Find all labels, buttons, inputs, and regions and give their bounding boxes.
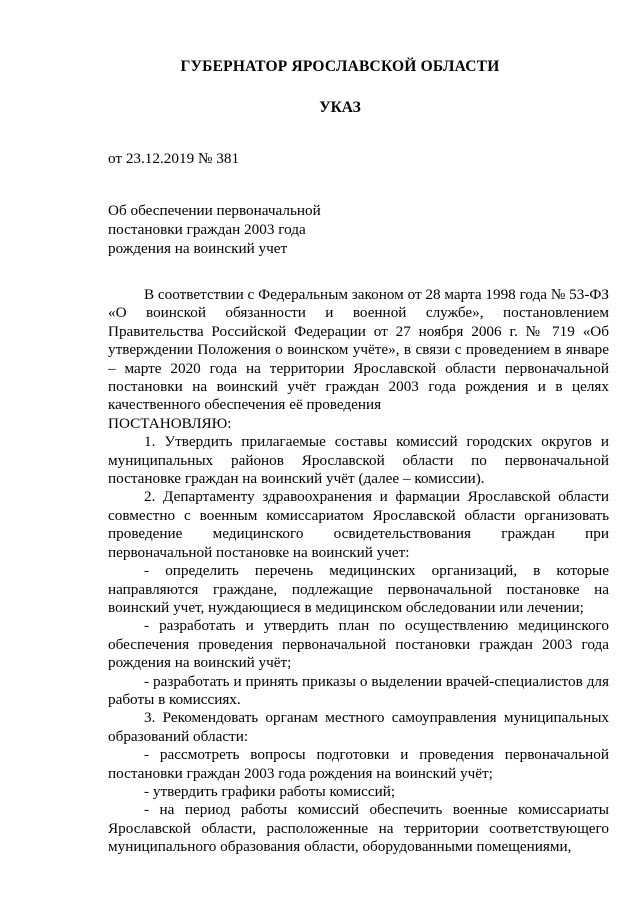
item-1-paragraph: 1. Утвердить прилагаемые составы комиссий городских округов и муниципальных районов Ярославской области по первоначальной постановке граждан на воинский учёт (далее – комиссии). <box>108 433 609 488</box>
document-title <box>108 201 321 258</box>
item-2-bullet: - разработать и утвердить план по осуществлению медицинского обеспечения проведения первоначальной постановки граждан 2003 года рождения на воинский учёт; <box>108 617 609 672</box>
item-2-bullet: - определить перечень медицинских организаций, в которые направляются граждане, подлежащие первоначальной постановке на воинский учет, нуждающиеся в медицинском обследовании или лечении; <box>108 562 609 616</box>
date-number-line: от 23.12.2019 № 381 <box>108 150 240 167</box>
document-body <box>108 286 609 857</box>
item-3-bullet: - утвердить графики работы комиссий; <box>144 782 396 800</box>
item-3-paragraph: 3. Рекомендовать органам местного самоуправления муниципальных образований области: <box>108 709 609 745</box>
item-2-bullet: - разработать и принять приказы о выделении врачей-специалистов для работы в комиссиях. <box>108 672 609 708</box>
item-3-bullet: - на период работы комиссий обеспечить военные комиссариаты Ярославской области, расположенные на территории соответствующего муниципального образования области, оборудованными помещениями, <box>108 801 609 856</box>
preamble-paragraph: В соответствии с Федеральным законом от 28 марта 1998 года № 53-ФЗ «О воинской обязанности и военной службе», постановлением Правительства Российской Федерации от 27 ноября 2006 г. № 719 «Об утверждении Положения о воинском учёте», в связи с проведением в январе – марте 2020 года на территории Ярославской области первоначальной постановки на воинский учёт граждан 2003 года рождения и в целях качественного обеспечения её проведения <box>108 286 609 414</box>
title-line: Об обеспечении первоначальной <box>108 202 321 219</box>
authority-heading: ГУБЕРНАТОР ЯРОСЛАВСКОЙ ОБЛАСТИ <box>180 58 500 75</box>
title-line: рождения на воинский учет <box>108 240 288 257</box>
title-line: постановки граждан 2003 года <box>108 221 306 238</box>
item-2-paragraph: 2. Департаменту здравоохранения и фармации Ярославской области совместно с военным комиссариатом Ярославской области организовать проведение медицинского освидетельствования граждан при первоначальной постановке на воинский учет: <box>108 488 609 561</box>
document-type-heading: УКАЗ <box>319 99 361 116</box>
item-3-bullet: - рассмотреть вопросы подготовки и проведения первоначальной постановки граждан 2003 года рождения на воинский учёт; <box>108 746 609 782</box>
decree-word: ПОСТАНОВЛЯЮ: <box>108 414 232 432</box>
